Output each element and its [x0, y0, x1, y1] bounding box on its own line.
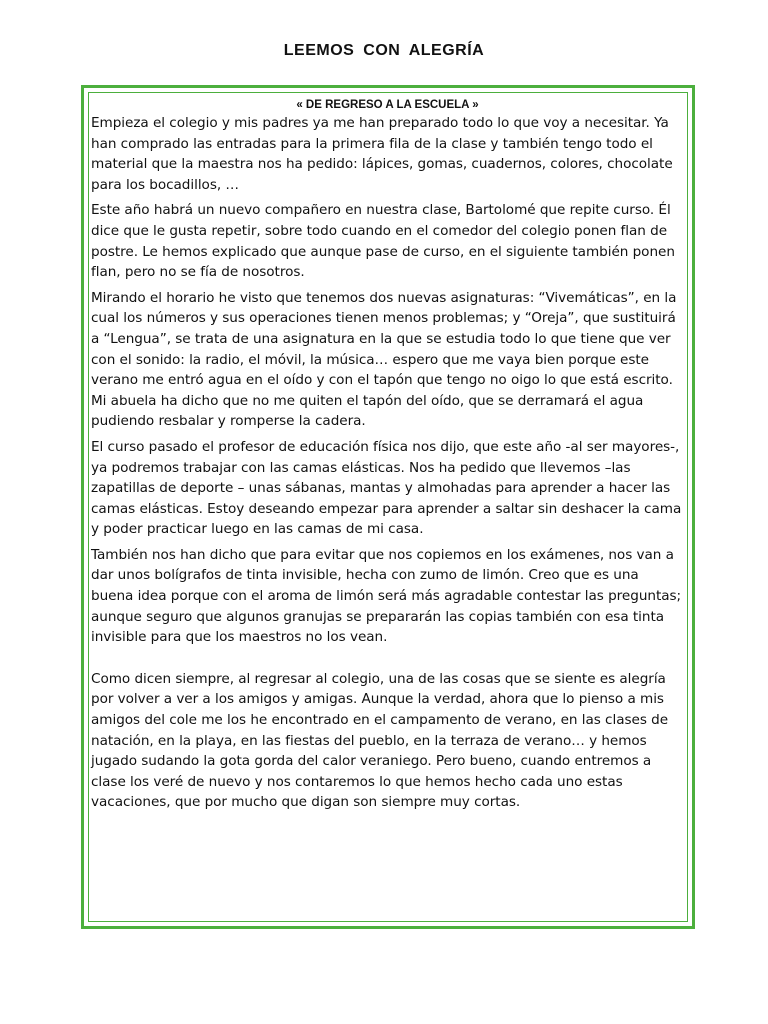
reading-frame	[81, 85, 695, 929]
paragraph-1: Empieza el colegio y mis padres ya me han preparado todo lo que voy a necesitar. Ya han comprado las entradas para la primera fila de la clase y también tengo todo el material que la maestra nos ha pedido: lápices, gomas, cuadernos, colores, chocolate para los bocadillos, …	[91, 115, 673, 193]
paragraph-3: Mirando el horario he visto que tenemos dos nuevas asignaturas: “Vivemáticas”, en la cual los números y sus operaciones tienen menos problemas; y “Oreja”, que sustituirá a “Lengua”, se trata de una asignatura en la que se estudia todo lo que tiene que ver con el sonido: la radio, el móvil, la música… espero que me vaya bien porque este verano me entró agua en el oído y con el tapón que tengo no oigo lo que está escrito. Mi abuela ha dicho que no me quiten el tapón del oído, que se derramará el agua pudiendo resbalar y romperse la cadera.	[91, 289, 677, 430]
paragraph-4: El curso pasado el profesor de educación física nos dijo, que este año -al ser mayores-, ya podremos trabajar con las camas elásticas. Nos ha pedido que llevemos –las zapatillas de deporte – unas sábanas, mantas y almohadas para aprender a hacer las camas elásticas. Estoy deseando empezar para aprender a saltar sin deshacer la cama y poder practicar luego en las camas de mi casa.	[91, 438, 682, 538]
paragraph-2: Este año habrá un nuevo compañero en nuestra clase, Bartolomé que repite curso. Él dice que le gusta repetir, sobre todo cuando en el comedor del colegio ponen flan de postre. Le hemos explicado que aunque pase de curso, en el siguiente también ponen flan, pero no se fía de nosotros.	[91, 202, 675, 281]
page-title: LEEMOS CON ALEGRÍA	[283, 42, 485, 59]
paragraph-5: También nos han dicho que para evitar que nos copiemos en los exámenes, nos van a dar unos bolígrafos de tinta invisible, hecha con zumo de limón. Creo que es una buena idea porque con el aroma de limón será más agradable contestar las preguntas; aunque seguro que algunos granujas se prepararán las copias también con esa tinta invisible para que los maestros no los vean.	[91, 546, 682, 646]
reading-content	[91, 98, 684, 818]
paragraph-6: Como dicen siempre, al regresar al colegio, una de las cosas que se siente es alegría por volver a ver a los amigos y amigas. Aunque la verdad, ahora que lo pienso a mis amigos del cole me los he encontrado en el campamento de verano, en las clases de natación, en la playa, en las fiestas del pueblo, en la terraza de verano… y hemos jugado sudando la gota gorda del calor veraniego. Pero bueno, cuando entremos a clase los veré de nuevo y nos contaremos lo que hemos hecho cada uno estas vacaciones, que por mucho que digan son siempre muy cortas.	[91, 670, 669, 811]
reading-subtitle: « DE REGRESO A LA ESCUELA »	[296, 99, 479, 111]
